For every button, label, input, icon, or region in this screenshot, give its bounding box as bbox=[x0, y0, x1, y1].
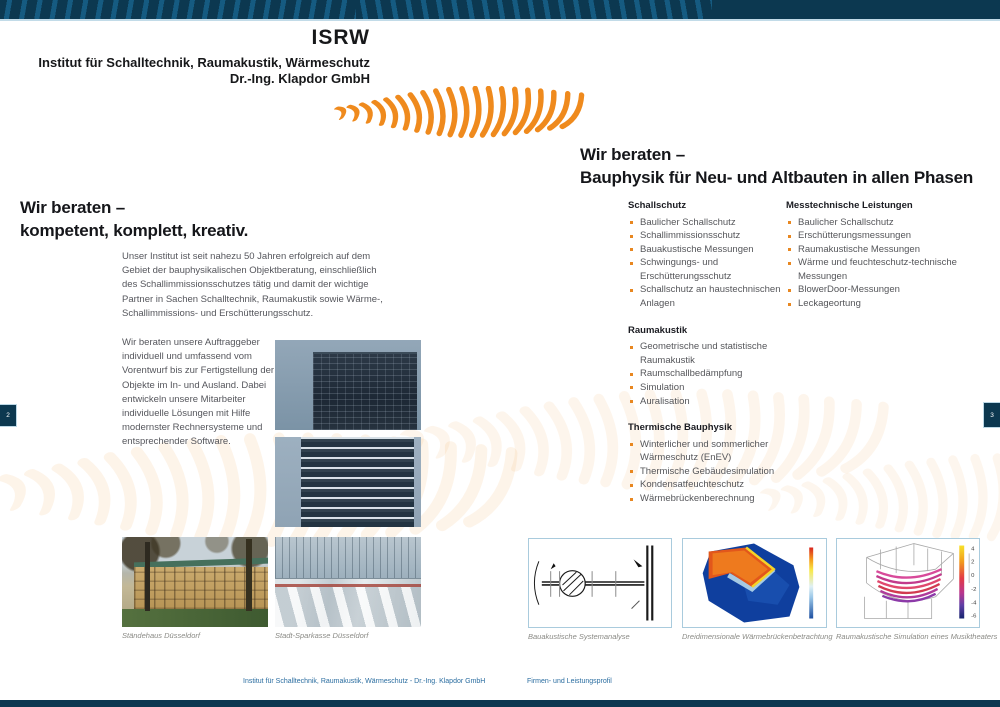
figure-caption-1: Bauakustische Systemanalyse bbox=[528, 632, 630, 641]
scale-label: 2 bbox=[971, 559, 975, 566]
list-item: Baulicher Schallschutz bbox=[786, 216, 964, 230]
thermal-bridge-drawing bbox=[683, 539, 826, 627]
road-streaks bbox=[275, 587, 421, 627]
list-item: Auralisation bbox=[628, 395, 788, 409]
services-column-right bbox=[786, 199, 964, 324]
service-list bbox=[628, 216, 788, 311]
bottom-decor-bar bbox=[0, 700, 1000, 707]
list-item: Wärme und feuchteschutz-technische Messungen bbox=[786, 256, 964, 283]
list-item: Geometrische und statistische Raumakustik bbox=[628, 340, 788, 367]
top-bar-wave-pattern-right bbox=[356, 0, 712, 19]
scale-label: -4 bbox=[971, 600, 977, 607]
right-heading-line1: Wir beraten – bbox=[580, 145, 685, 164]
list-item: Raumakustische Messungen bbox=[786, 243, 964, 257]
figure-caption-2: Dreidimensionale Wärmebrückenbetrachtung bbox=[682, 632, 833, 641]
top-separator-line bbox=[0, 19, 1000, 21]
service-list bbox=[628, 438, 788, 506]
soundwave-graphic bbox=[334, 86, 590, 138]
left-page-heading bbox=[20, 196, 248, 242]
photo-stadtsparkasse-middle bbox=[275, 437, 421, 527]
lawn bbox=[122, 609, 268, 627]
system-analysis-drawing bbox=[529, 539, 671, 627]
section-raumakustik bbox=[628, 324, 788, 408]
figure-waermebruecke-heatmap bbox=[682, 538, 827, 628]
section-title: Messtechnische Leistungen bbox=[786, 200, 913, 211]
figure-bauakustik-diagram bbox=[528, 538, 672, 628]
list-item: Schwingungs- und Erschütterungsschutz bbox=[628, 256, 788, 283]
photo-caption-stadtsparkasse: Stadt-Sparkasse Düsseldorf bbox=[275, 631, 369, 640]
section-title: Thermische Bauphysik bbox=[628, 422, 733, 434]
left-heading-line1: Wir beraten – bbox=[20, 198, 125, 217]
list-item: BlowerDoor-Messungen bbox=[786, 283, 964, 297]
section-schallschutz bbox=[628, 199, 788, 311]
page-number-tab-left: 2 bbox=[0, 404, 17, 427]
photo-staendehaus bbox=[122, 537, 268, 627]
service-list bbox=[628, 340, 788, 408]
building-silhouette bbox=[313, 352, 417, 430]
red-streak bbox=[275, 584, 421, 587]
scale-label: 4 bbox=[971, 546, 975, 553]
acoustic-simulation-drawing bbox=[837, 539, 979, 627]
list-item: Winterlicher und sommerlicher Wärmeschutz (EnEV) bbox=[628, 438, 788, 465]
list-item: Schallschutz an haustechnischen Anlagen bbox=[628, 283, 788, 310]
scale-label: -2 bbox=[971, 586, 977, 593]
logo-subtitle-2: Dr.-Ing. Klapdor GmbH bbox=[229, 71, 370, 86]
right-page-heading bbox=[580, 143, 1000, 189]
scale-label: 0 bbox=[971, 573, 975, 580]
list-item: Schallimmissionsschutz bbox=[628, 229, 788, 243]
list-item: Simulation bbox=[628, 381, 788, 395]
intro-paragraph: Unser Institut ist seit nahezu 50 Jahren erfolgreich auf dem Gebiet der bauphysikalischen Objektberatung, einschließlich des Schallimmissionsschutzes tätig und damit der wichtige Partner in Sachen Schalltechnik, Raumakustik sowie Wärme-, Schallimmissions- und Erschütterungsschutz. bbox=[122, 251, 383, 319]
list-item: Wärmebrückenberechnung bbox=[628, 492, 788, 506]
left-heading-line2: kompetent, komplett, kreativ. bbox=[20, 221, 249, 240]
tree-trunk bbox=[246, 539, 252, 611]
list-item: Erschütterungsmessungen bbox=[786, 229, 964, 243]
list-item: Raumschallbedämpfung bbox=[628, 367, 788, 381]
service-list bbox=[786, 216, 964, 311]
top-bar-wave-pattern-left bbox=[0, 0, 356, 19]
figure-caption-3: Raumakustische Simulation eines Musiktheaters bbox=[836, 632, 998, 641]
photo-caption-staendehaus: Ständehaus Düsseldorf bbox=[122, 631, 200, 640]
footer-left-text: Institut für Schalltechnik, Raumakustik, Wärmeschutz - Dr.-Ing. Klapdor GmbH bbox=[243, 678, 486, 685]
top-decor-bar bbox=[0, 0, 1000, 19]
list-item: Leckageortung bbox=[786, 297, 964, 311]
figure-musiktheater-simulation bbox=[836, 538, 980, 628]
services-paragraph: Wir beraten unsere Auftraggeber individuell und umfassend vom Vorentwurf bis zur Fertigstellung der Objekte im In- und Ausland. Dabei entwickeln unsere Mitarbeiter individuelle Lösungen mit Hilfe modernster Rechnersysteme und entsprechender Software. bbox=[122, 337, 275, 448]
right-heading-line2: Bauphysik für Neu- und Altbauten in allen Phasen bbox=[580, 168, 974, 187]
logo-subtitle-1: Institut für Schalltechnik, Raumakustik, Wärmeschutz bbox=[38, 55, 370, 70]
page-number-tab-right: 3 bbox=[983, 402, 1000, 428]
footer-right-text: Firmen- und Leistungsprofil bbox=[527, 678, 612, 685]
section-title: Raumakustik bbox=[628, 324, 688, 336]
section-thermische-bauphysik bbox=[628, 421, 788, 505]
section-title: Schallschutz bbox=[628, 200, 687, 211]
list-item: Bauakustische Messungen bbox=[628, 243, 788, 257]
scale-label: -6 bbox=[971, 613, 977, 620]
list-item: Baulicher Schallschutz bbox=[628, 216, 788, 230]
masthead bbox=[38, 26, 370, 87]
building-silhouette bbox=[301, 437, 413, 527]
services-column-left bbox=[628, 199, 788, 519]
section-messtechnische-leistungen bbox=[786, 199, 964, 311]
photo-stadtsparkasse-top bbox=[275, 340, 421, 430]
photo-stadtsparkasse-street bbox=[275, 537, 421, 627]
logo-title: ISRW bbox=[311, 26, 370, 49]
list-item: Thermische Gebäudesimulation bbox=[628, 465, 788, 479]
building-silhouette bbox=[275, 537, 421, 579]
list-item: Kondensatfeuchteschutz bbox=[628, 478, 788, 492]
tree-trunk bbox=[145, 542, 150, 610]
